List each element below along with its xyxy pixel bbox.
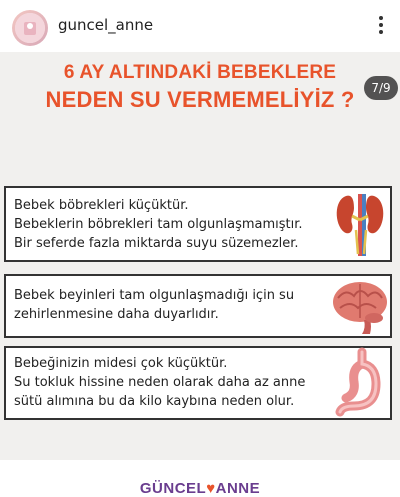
stomach-icon [332, 350, 384, 416]
brain-icon [330, 278, 390, 336]
card-line: zehirlenmesine daha duyarlıdır. [14, 307, 219, 322]
card-line: Bebek beyinleri tam olgunlaşmadığı için su [14, 288, 295, 303]
carousel-pager: 7/9 [364, 76, 398, 100]
info-card-kidney [4, 186, 392, 262]
logo-left-text: GÜNCEL [139, 480, 207, 497]
card-line: Su tokluk hissine neden olarak daha az anne [14, 375, 306, 390]
more-options-icon[interactable] [378, 14, 384, 36]
card-text [14, 196, 303, 253]
kidney-icon [332, 190, 388, 258]
title-line-1: 6 AY ALTINDAKİ BEBEKLERE [63, 62, 337, 83]
heart-icon: ♥ [206, 480, 216, 497]
card-line: Bebeğinizin midesi çok küçüktür. [14, 356, 228, 371]
avatar-icon [15, 13, 45, 43]
card-line: sütü alımına bu da kilo kaybına neden olur. [14, 394, 295, 409]
logo-right-text: ANNE [215, 480, 261, 497]
username[interactable]: guncel_anne [58, 16, 154, 34]
info-card-brain [4, 274, 392, 338]
avatar[interactable] [15, 13, 45, 43]
card-text [14, 286, 294, 324]
post-image [0, 52, 400, 497]
info-card-stomach [4, 346, 392, 420]
brand-logo [0, 480, 400, 497]
post-title [0, 60, 400, 114]
post-header [0, 0, 400, 52]
card-line: Bebek böbrekleri küçüktür. [14, 198, 189, 213]
card-line: Bebeklerin böbrekleri tam olgunlaşmamıştır. [14, 217, 303, 232]
title-line-2: NEDEN SU VERMEMELİYİZ ? [45, 87, 355, 112]
card-text [14, 354, 305, 411]
card-line: Bir seferde fazla miktarda suyu süzemezler. [14, 236, 299, 251]
